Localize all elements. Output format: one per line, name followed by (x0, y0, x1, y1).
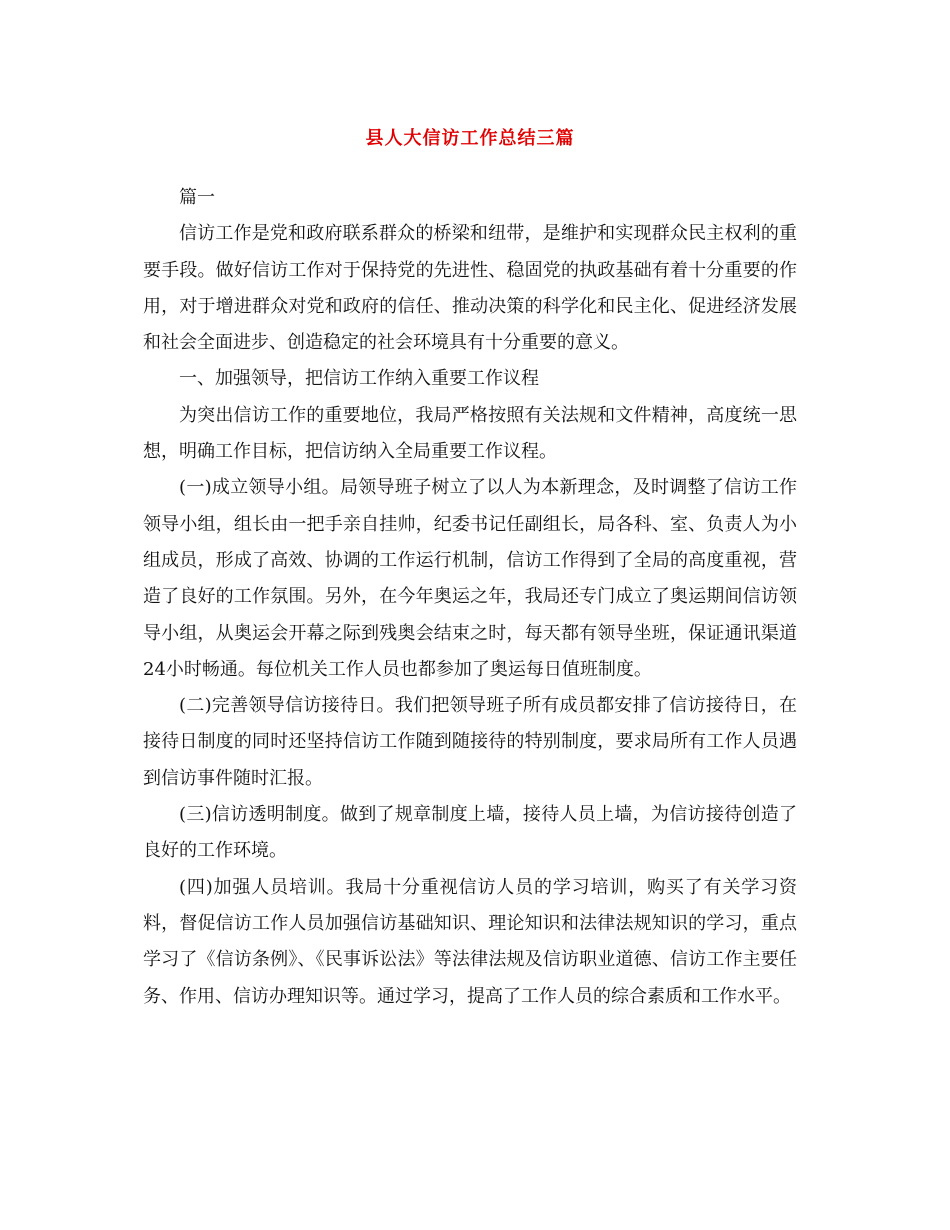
paragraph-item-4: (四)加强人员培训。我局十分重视信访人员的学习培训，购买了有关学习资料，督促信访工作人员加强信访基础知识、理论知识和法律法规知识的学习，重点学习了《信访条例》、《民事诉讼法》等法律法规及信访职业道德、信访工作主要任务、作用、信访办理知识等。通过学习，提高了工作人员的综合素质和工作水平。 (143, 876, 797, 1007)
paragraph-section-label: 篇一 (179, 187, 215, 208)
heading-section-1: 一、加强领导，把信访工作纳入重要工作议程 (179, 368, 539, 390)
document-body (143, 180, 797, 1015)
paragraph-item-3: (三)信访透明制度。做到了规章制度上墙，接待人员上墙，为信访接待创造了良好的工作环境。 (143, 804, 797, 862)
paragraph-item-2: (二)完善领导信访接待日。我们把领导班子所有成员都安排了信访接待日，在接待日制度的同时还坚持信访工作随到随接待的特别制度，要求局所有工作人员遇到信访事件随时汇报。 (143, 695, 797, 789)
paragraph-section-1: 为突出信访工作的重要地位，我局严格按照有关法规和文件精神，高度统一思想，明确工作目标，把信访纳入全局重要工作议程。 (143, 404, 797, 463)
document-title: 县人大信访工作总结三篇 (365, 128, 575, 149)
paragraph-intro: 信访工作是党和政府联系群众的桥梁和纽带，是维护和实现群众民主权利的重要手段。做好信访工作对于保持党的先进性、稳固党的执政基础有着十分重要的作用，对于增进群众对党和政府的信任、推动决策的科学化和民主化、促进经济发展和社会全面进步、创造稳定的社会环境具有十分重要的意义。 (143, 223, 797, 354)
paragraph-item-1: (一)成立领导小组。局领导班子树立了以人为本新理念，及时调整了信访工作领导小组，组长由一把手亲自挂帅，纪委书记任副组长，局各科、室、负责人为小组成员，形成了高效、协调的工作运行机制，信访工作得到了全局的高度重视，营造了良好的工作氛围。另外，在今年奥运之年，我局还专门成立了奥运期间信访领导小组，从奥运会开幕之际到残奥会结束之时，每天都有领导坐班，保证通讯渠道24小时畅通。每位机关工作人员也都参加了奥运每日值班制度。 (143, 477, 797, 680)
